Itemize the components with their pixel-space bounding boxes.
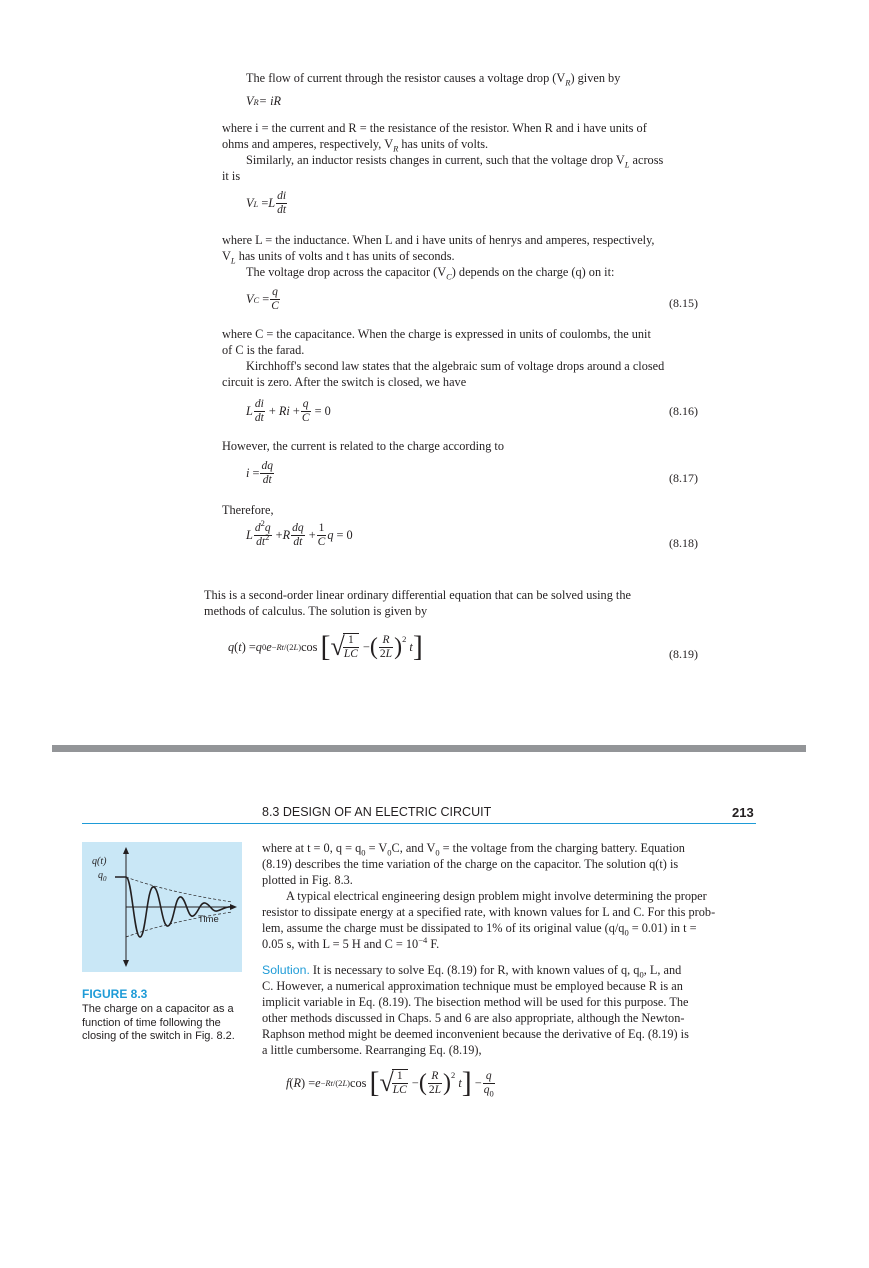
solution-label: Solution. <box>262 963 310 977</box>
paragraph-newton-raphson: Raphson method might be deemed inconvenient because the derivative of Eq. (8.19) is <box>262 1027 689 1041</box>
paragraph-other-methods: other methods discussed in Chaps. 5 and 6 are also appropriate, although the Newton- <box>262 1011 685 1025</box>
paragraph-ohms: ohms and amperes, respectively, $V_R$ has units of volts. <box>222 137 489 154</box>
equation-vr: V R = iR <box>246 94 282 108</box>
paragraph-given-values: 0.05 s, with L = 5 H and $C = 10^{-4}$ F. <box>262 934 440 951</box>
equation-number-8-18: (8.18) <box>669 536 698 550</box>
paragraph-switch-closed: circuit is zero. After the switch is closed, we have <box>222 375 467 389</box>
figure-caption-text: The charge on a capacitor as a function of time following the closing of the switch in Fig. 8.2. <box>82 1003 235 1043</box>
paragraph-voltage-drop-resistor: The flow of current through the resistor causes a voltage drop $(V_R)$ given by <box>246 71 621 88</box>
paragraph-farad: of C is the farad. <box>222 343 305 357</box>
paragraph-bisection: implicit variable in Eq. (8.19). The bisection method will be used for this purpose. The <box>262 995 689 1009</box>
paragraph-it-is: it is <box>222 169 241 183</box>
figure-8-3 <box>82 842 242 972</box>
section-header-title: 8.3 DESIGN OF AN ELECTRIC CIRCUIT <box>262 805 492 819</box>
figure-caption-title: FIGURE 8.3 <box>82 987 148 1001</box>
paragraph-kirchhoff: Kirchhoff's second law states that the algebraic sum of voltage drops around a closed <box>246 359 665 373</box>
paragraph-initial-conditions: where at t = 0, $q = q_0 = V_0C$, and $V_0$ = the voltage from the charging battery. Equation <box>262 841 685 858</box>
figure-time-label: Time <box>198 914 219 925</box>
equation-vl: V L = L $\frac{di}{dt}$ <box>246 190 287 216</box>
equation-f-of-r: f ( R ) = e −Rt/(2L) cos [ √ $\frac{1}{LC}$ − ( $\frac{R}{2L}$ ) $^2$ t ] − $\frac{q}{q_0}$ <box>286 1066 494 1099</box>
equation-solution-q: q ( t ) = q 0 e −Rt/(2L) cos [ √ $\frac{1}{LC}$ − ( $\frac{R}{2L}$ ) $^2$ t ] <box>228 630 423 663</box>
equation-number-8-16: (8.16) <box>669 404 698 418</box>
paragraph-current-related: However, the current is related to the charge according to <box>222 439 504 453</box>
paragraph-numerical-approx: C. However, a numerical approximation technique must be employed because R is an <box>262 979 683 993</box>
paragraph-inductance: where L = the inductance. When L and i have units of henrys and amperes, respectively, <box>222 233 655 247</box>
equation-second-order: L $\frac{d^2q}{dt^2}$ + R $\frac{dq}{dt}$ + $\frac{1}{C}$ q = 0 <box>246 518 353 548</box>
paragraph-vl-units: $V_L$ has units of volts and t has units of seconds. <box>222 249 455 266</box>
equation-number-8-19: (8.19) <box>669 647 698 661</box>
paragraph-where-i: where i = the current and R = the resistance of the resistor. When R and i have units of <box>222 121 647 135</box>
paragraph-inductor: Similarly, an inductor resists changes in current, such that the voltage drop $V_L$ across <box>246 153 664 170</box>
paragraph-plotted: plotted in Fig. 8.3. <box>262 873 353 887</box>
paragraph-rearranging: a little cumbersome. Rearranging Eq. (8.19), <box>262 1043 482 1057</box>
page-divider <box>52 745 806 752</box>
paragraph-solution: Solution. It is necessary to solve Eq. (8.19) for R, with known values of q, $q_0$, L, and <box>262 963 682 980</box>
equation-kirchhoff: L $\frac{di}{dt}$ + Ri + $\frac{q}{C}$ = 0 <box>246 398 331 424</box>
equation-vc: V C = $\frac{q}{C}$ <box>246 286 279 312</box>
paragraph-second-order: This is a second-order linear ordinary differential equation that can be solved using the <box>204 588 631 602</box>
figure-y-label: q(t) <box>92 856 107 867</box>
paragraph-resistor-dissipate: resistor to dissipate energy at a specified rate, with known values for L and C. For this prob- <box>262 905 716 919</box>
paragraph-design-problem: A typical electrical engineering design problem might involve determining the proper <box>286 889 707 903</box>
header-rule <box>82 823 756 824</box>
equation-i-dqdt: i = $\frac{dq}{dt}$ <box>246 460 273 486</box>
paragraph-dissipated-percent: lem, assume the charge must be dissipated to 1% of its original value $(q/q_0 = 0.01)$ in t = <box>262 921 697 938</box>
paragraph-time-variation: (8.19) describes the time variation of the charge on the capacitor. The solution q(t) is <box>262 857 679 871</box>
y-axis-arrow-bottom <box>123 960 129 967</box>
paragraph-capacitor-drop: The voltage drop across the capacitor $(V_C)$ depends on the charge (q) on it: <box>246 265 615 282</box>
figure-q0-label: $q_0$ <box>98 870 107 883</box>
equation-number-8-17: (8.17) <box>669 471 698 485</box>
equation-number-8-15: (8.15) <box>669 296 698 310</box>
paragraph-capacitance: where C = the capacitance. When the charge is expressed in units of coulombs, the unit <box>222 327 651 341</box>
page-number: 213 <box>732 805 754 820</box>
paragraph-therefore: Therefore, <box>222 503 274 517</box>
y-axis-arrow <box>123 847 129 854</box>
paragraph-methods-calculus: methods of calculus. The solution is given by <box>204 604 428 618</box>
